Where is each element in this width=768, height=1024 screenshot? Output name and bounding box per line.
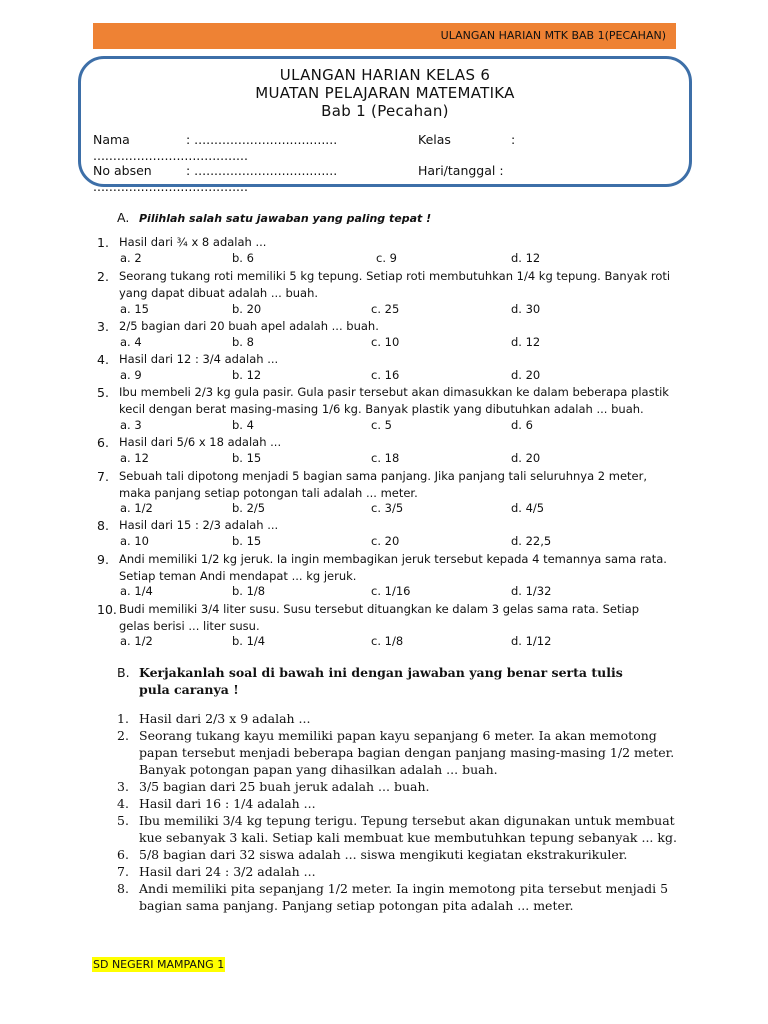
option-c: c. 9 <box>376 251 397 265</box>
option-d: d. 30 <box>511 302 541 316</box>
option-d: d. 12 <box>511 335 541 349</box>
header-box <box>78 56 692 187</box>
noabsen-label: No absen <box>93 163 152 178</box>
option-c: c. 10 <box>371 335 400 349</box>
section-a-instruction: Pilihlah salah satu jawaban yang paling tepat ! <box>139 212 432 225</box>
option-b: b. 15 <box>232 451 262 465</box>
question-text: Hasil dari 24 : 3/2 adalah ... <box>139 864 316 879</box>
question-number: 7. <box>117 864 129 879</box>
wrap-dots-1: ....................................... <box>93 148 248 163</box>
question-text: Sebuah tali dipotong menjadi 5 bagian sama panjang. Jika panjang tali seluruhnya 2 meter, maka panjang setiap potongan tali adalah ... meter. <box>119 469 648 500</box>
option-c: c. 1/16 <box>371 584 411 598</box>
question-number: 4. <box>117 796 129 811</box>
option-c: c. 1/8 <box>371 634 404 648</box>
question-text: Hasil dari 2/3 x 9 adalah ... <box>139 711 311 726</box>
question-number: 7. <box>97 469 109 484</box>
footer-school-name: SD NEGERI MAMPANG 1 <box>93 958 225 971</box>
section-b-instruction: Kerjakanlah soal di bawah ini dengan jawaban yang benar serta tulis pula caranya ! <box>139 665 623 697</box>
option-d: d. 20 <box>511 368 541 382</box>
option-c: c. 3/5 <box>371 501 404 515</box>
option-d: d. 4/5 <box>511 501 545 515</box>
section-b-letter: B. <box>117 665 130 680</box>
question-text: Hasil dari 16 : 1/4 adalah ... <box>139 796 316 811</box>
option-a: a. 12 <box>120 451 149 465</box>
kelas-dots: : <box>511 132 516 147</box>
section-a-letter: A. <box>117 210 130 225</box>
question-number: 8. <box>117 881 129 896</box>
question-number: 2. <box>97 269 109 284</box>
wrap-dots-2: ....................................... <box>93 179 248 194</box>
question-text: Hasil dari 12 : 3/4 adalah ... <box>119 352 279 366</box>
option-b: b. 1/4 <box>232 634 266 648</box>
option-b: b. 6 <box>232 251 254 265</box>
question-number: 4. <box>97 352 109 367</box>
question-text: Hasil dari ¾ x 8 adalah ... <box>119 235 267 249</box>
question-number: 1. <box>117 711 129 726</box>
option-d: d. 22,5 <box>511 534 552 548</box>
option-a: a. 4 <box>120 335 142 349</box>
option-c: c. 20 <box>371 534 400 548</box>
option-c: c. 25 <box>371 302 400 316</box>
question-text: Seorang tukang kayu memiliki papan kayu sepanjang 6 meter. Ia akan memotong papan tersebut menjadi beberapa bagian dengan panjang masing-masing 1/2 meter. Banyak potongan papan yang dihasilkan adalah ... buah. <box>139 728 675 777</box>
noabsen-dots: : .................................... <box>186 163 338 178</box>
question-text: Ibu memiliki 3/4 kg tepung terigu. Tepung tersebut akan digunakan untuk membuat kue sebanyak 3 kali. Setiap kali membuat kue membutuhkan tepung sebanyak ... kg. <box>139 813 677 845</box>
question-number: 6. <box>97 435 109 450</box>
option-b: b. 12 <box>232 368 262 382</box>
nama-label: Nama <box>93 132 130 147</box>
option-b: b. 8 <box>232 335 254 349</box>
title-line-1: ULANGAN HARIAN KELAS 6 <box>279 66 491 84</box>
option-d: d. 12 <box>511 251 541 265</box>
question-number: 6. <box>117 847 129 862</box>
option-a: a. 1/2 <box>120 634 153 648</box>
option-b: b. 2/5 <box>232 501 266 515</box>
title-line-3: Bab 1 (Pecahan) <box>321 102 449 120</box>
title-line-2: MUATAN PELAJARAN MATEMATIKA <box>255 84 515 102</box>
question-number: 2. <box>117 728 129 743</box>
header-bar <box>93 23 676 49</box>
question-text: 2/5 bagian dari 20 buah apel adalah ... buah. <box>119 319 379 333</box>
question-number: 5. <box>97 385 109 400</box>
option-a: a. 2 <box>120 251 142 265</box>
option-a: a. 1/2 <box>120 501 153 515</box>
option-a: a. 10 <box>120 534 149 548</box>
question-text: 5/8 bagian dari 32 siswa adalah ... siswa mengikuti kegiatan ekstrakurikuler. <box>139 847 628 862</box>
question-text: Seorang tukang roti memiliki 5 kg tepung. Setiap roti membutuhkan 1/4 kg tepung. Banyak roti yang dapat dibuat adalah ... buah. <box>119 269 671 300</box>
question-number: 9. <box>97 552 109 567</box>
question-text: Andi memiliki pita sepanjang 1/2 meter. Ia ingin memotong pita tersebut menjadi 5 bagian sama panjang. Panjang setiap potongan pita adalah ... meter. <box>139 881 669 913</box>
option-d: d. 1/12 <box>511 634 552 648</box>
question-text: Hasil dari 15 : 2/3 adalah ... <box>119 518 279 532</box>
option-c: c. 5 <box>371 418 392 432</box>
question-text: Hasil dari 5/6 x 18 adalah ... <box>119 435 282 449</box>
question-number: 10. <box>97 602 117 617</box>
option-a: a. 15 <box>120 302 149 316</box>
question-number: 1. <box>97 235 109 250</box>
option-a: a. 3 <box>120 418 142 432</box>
question-number: 3. <box>97 319 109 334</box>
question-number: 8. <box>97 518 109 533</box>
option-b: b. 20 <box>232 302 262 316</box>
hari-tanggal-label: Hari/tanggal : <box>418 163 504 178</box>
nama-dots: : .................................... <box>186 132 338 147</box>
option-d: d. 6 <box>511 418 533 432</box>
question-number: 5. <box>117 813 129 828</box>
kelas-label: Kelas <box>418 132 451 147</box>
option-b: b. 15 <box>232 534 262 548</box>
question-text: Budi memiliki 3/4 liter susu. Susu tersebut dituangkan ke dalam 3 gelas sama rata. Setiap gelas berisi ... liter susu. <box>119 602 640 633</box>
section-a-heading <box>117 210 431 225</box>
option-d: d. 20 <box>511 451 541 465</box>
question-text: 3/5 bagian dari 25 buah jeruk adalah ... buah. <box>139 779 430 794</box>
question-text: Andi memiliki 1/2 kg jeruk. Ia ingin membagikan jeruk tersebut kepada 4 temannya sama rata. Setiap teman Andi mendapat ... kg jeruk. <box>119 552 667 583</box>
question-text: Ibu membeli 2/3 kg gula pasir. Gula pasir tersebut akan dimasukkan ke dalam beberapa plastik kecil dengan berat masing-masing 1/6 kg. Banyak plastik yang dibutuhkan adalah ... buah. <box>119 385 669 416</box>
option-a: a. 9 <box>120 368 142 382</box>
option-d: d. 1/32 <box>511 584 552 598</box>
option-b: b. 1/8 <box>232 584 266 598</box>
question-number: 3. <box>117 779 129 794</box>
option-c: c. 18 <box>371 451 400 465</box>
option-c: c. 16 <box>371 368 400 382</box>
header-bar-text: ULANGAN HARIAN MTK BAB 1(PECAHAN) <box>440 29 666 42</box>
option-b: b. 4 <box>232 418 254 432</box>
option-a: a. 1/4 <box>120 584 153 598</box>
